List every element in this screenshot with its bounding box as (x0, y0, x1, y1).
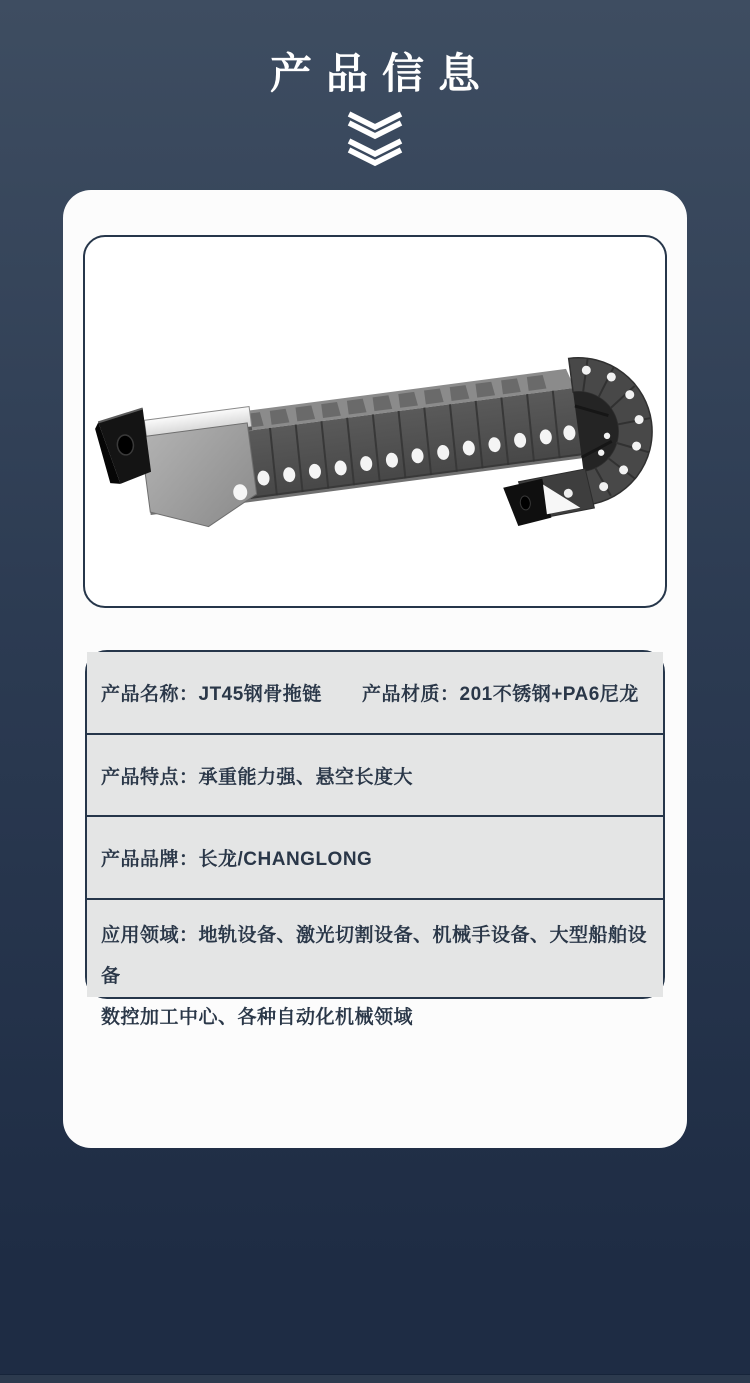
product-brand-cell: 产品品牌：长龙/CHANGLONG (101, 849, 373, 870)
table-row-brand (87, 815, 663, 898)
applications-line-1: 应用领域：地轨设备、激光切割设备、机械手设备、大型船舶设备 (101, 925, 648, 987)
table-row-applications (87, 898, 663, 1028)
bottom-section-divider (0, 1374, 750, 1383)
product-image-frame (83, 235, 667, 608)
product-info-card (63, 190, 687, 1148)
page-title: 产品信息 (269, 50, 494, 97)
product-image (85, 237, 665, 606)
applications-line-2: 数控加工中心、各种自动化机械领域 (101, 1007, 414, 1028)
product-features-cell: 产品特点：承重能力强、悬空长度大 (101, 766, 414, 788)
scroll-down-chevrons-icon (0, 110, 750, 166)
product-material-cell: 产品材质：201不锈钢+PA6尼龙 (362, 684, 639, 705)
product-name-cell: 产品名称：JT45钢骨拖链 (101, 684, 322, 705)
table-row-name-material (87, 652, 663, 733)
page-header (0, 50, 750, 166)
product-spec-table (85, 650, 665, 1028)
table-row-features (87, 733, 663, 815)
